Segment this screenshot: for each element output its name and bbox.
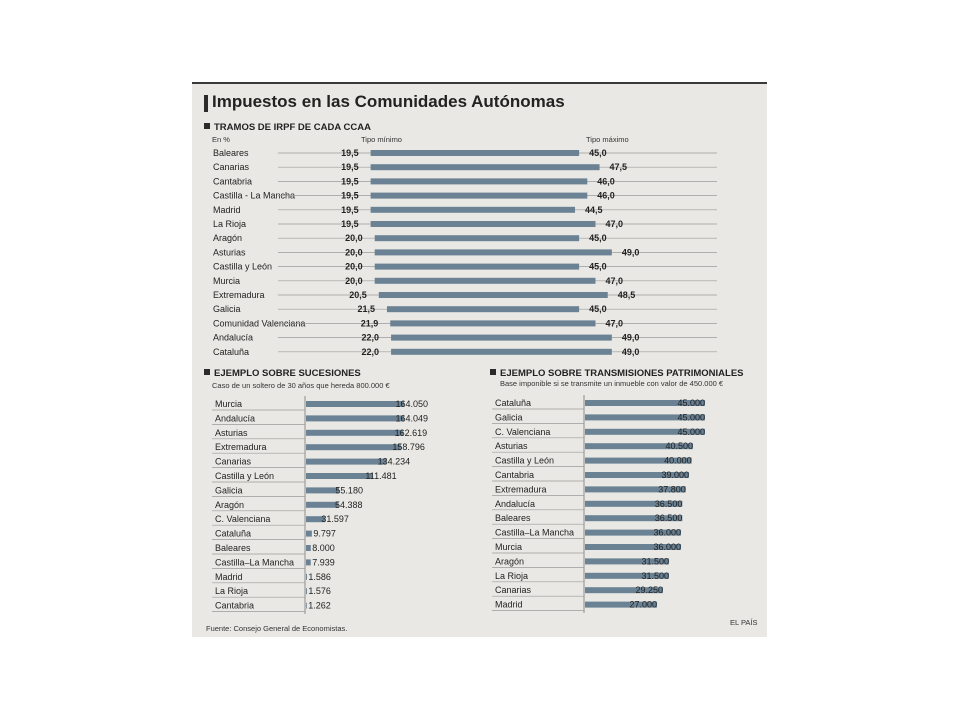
irpf-min-label: 20,0: [345, 261, 363, 272]
sucesiones-bar: [306, 487, 339, 493]
irpf-section-title-text: TRAMOS DE IRPF DE CADA CCAA: [214, 122, 371, 133]
transmisiones-value-label: 45.000: [677, 398, 705, 408]
irpf-category-label: Galicia: [213, 304, 241, 315]
transmisiones-value-label: 36.500: [654, 498, 683, 509]
sucesiones-subtitle: Caso de un soltero de 30 años que hereda 800.000 €: [212, 381, 390, 390]
sucesiones-bar: [306, 444, 401, 450]
transmisiones-value-label: 29.250: [635, 585, 663, 596]
sucesiones-bar: [306, 574, 307, 580]
irpf-max-label: 45,0: [589, 148, 607, 158]
irpf-range-bar: [391, 335, 612, 341]
irpf-min-label: 20,0: [345, 233, 363, 244]
irpf-max-label: 49,0: [621, 332, 640, 343]
sucesiones-category-label: Murcia: [215, 399, 243, 409]
transmisiones-category-label: Cataluña: [495, 398, 532, 408]
transmisiones-value-label: 27.000: [629, 599, 657, 610]
transmisiones-category-label: Andalucía: [495, 498, 536, 509]
irpf-range-bar: [390, 320, 595, 326]
sucesiones-category-label: Baleares: [215, 543, 251, 553]
newspaper-clipping: [192, 82, 767, 637]
sucesiones-category-label: La Rioja: [215, 586, 249, 597]
transmisiones-value-label: 45.000: [677, 426, 705, 437]
source-note: Fuente: Consejo General de Economistas.: [206, 624, 348, 633]
irpf-max-label: 48,5: [617, 290, 636, 300]
irpf-min-label: 22,0: [361, 346, 380, 357]
sucesiones-category-label: Aragón: [215, 499, 245, 510]
sucesiones-bar: [306, 588, 307, 594]
transmisiones-value-label: 36.000: [653, 527, 681, 538]
sucesiones-value-label: 8.000: [312, 543, 335, 553]
sucesiones-value-label: 164.050: [395, 399, 428, 409]
transmisiones-value-label: 36.000: [653, 542, 681, 552]
transmisiones-value-label: 31.500: [641, 570, 669, 581]
transmisiones-category-label: Asturias: [495, 441, 528, 452]
transmisiones-section-title: [490, 368, 744, 379]
sucesiones-bar: [306, 430, 403, 436]
irpf-category-label: Castilla - La Mancha: [213, 190, 296, 201]
irpf-category-label: Castilla y León: [213, 261, 273, 272]
sucesiones-bar: [306, 401, 404, 407]
irpf-category-label: Andalucía: [213, 332, 254, 343]
transmisiones-value-label: 45.000: [677, 412, 705, 423]
transmisiones-subtitle: Base imponible si se transmite un inmueble con valor de 450.000 €: [500, 379, 724, 388]
irpf-max-label: 44,5: [585, 204, 603, 215]
transmisiones-value-label: 40.000: [664, 455, 692, 466]
sucesiones-value-label: 1.586: [308, 571, 331, 582]
sucesiones-bar: [306, 502, 338, 508]
transmisiones-category-label: Cantabria: [495, 470, 535, 480]
sucesiones-value-label: 158.796: [392, 442, 425, 453]
sucesiones-value-label: 111.481: [365, 471, 397, 481]
transmisiones-category-label: Baleares: [495, 513, 531, 524]
sucesiones-value-label: 1.262: [308, 600, 331, 611]
irpf-min-label: 19,5: [341, 176, 359, 187]
sucesiones-value-label: 54.388: [334, 499, 363, 510]
square-bullet-icon: [204, 369, 210, 375]
transmisiones-category-label: C. Valenciana: [495, 426, 551, 437]
transmisiones-value-label: 36.500: [654, 513, 683, 524]
irpf-min-label: 19,5: [341, 148, 359, 158]
irpf-category-label: Aragón: [213, 233, 243, 244]
sucesiones-value-label: 31.597: [321, 514, 349, 525]
transmisiones-value-label: 37.800: [658, 484, 686, 495]
irpf-min-label: 19,5: [341, 190, 359, 201]
irpf-max-label: 49,0: [621, 346, 640, 357]
irpf-unit: En %: [212, 135, 230, 144]
irpf-max-label: 47,0: [605, 275, 624, 286]
irpf-max-label: 45,0: [589, 304, 607, 315]
irpf-category-label: Extremadura: [213, 290, 265, 300]
sucesiones-bar: [306, 459, 386, 465]
transmisiones-category-label: Castilla y León: [495, 455, 555, 466]
irpf-min-label: 19,5: [341, 162, 359, 173]
transmisiones-category-label: Canarias: [495, 585, 532, 596]
transmisiones-value-label: 39.000: [661, 470, 689, 480]
irpf-category-label: La Rioja: [213, 219, 247, 229]
sucesiones-category-label: Cataluña: [215, 528, 252, 539]
irpf-max-label: 46,0: [597, 176, 615, 187]
irpf-range-bar: [391, 349, 612, 355]
irpf-min-label: 21,9: [360, 318, 379, 329]
irpf-range-bar: [371, 207, 575, 213]
sucesiones-category-label: Madrid: [215, 571, 243, 582]
sucesiones-section-title-text: EJEMPLO SOBRE SUCESIONES: [214, 368, 361, 379]
sucesiones-category-label: Castilla y León: [215, 471, 275, 481]
sucesiones-value-label: 162.619: [394, 427, 428, 438]
irpf-chart: [192, 84, 767, 374]
irpf-category-label: Murcia: [213, 275, 241, 286]
irpf-min-label: 20,0: [345, 247, 363, 258]
irpf-category-label: Canarias: [213, 162, 250, 173]
irpf-category-label: Comunidad Valenciana: [213, 318, 306, 329]
irpf-range-bar: [375, 249, 612, 255]
transmisiones-category-label: Madrid: [495, 599, 523, 610]
sucesiones-value-label: 164.049: [395, 413, 428, 424]
irpf-range-bar: [387, 306, 579, 312]
sucesiones-category-label: Castilla–La Mancha: [215, 557, 295, 568]
transmisiones-chart: [478, 384, 767, 624]
sucesiones-category-label: Asturias: [215, 427, 248, 438]
sucesiones-chart: [192, 384, 482, 624]
transmisiones-category-label: Galicia: [495, 412, 523, 423]
transmisiones-category-label: Murcia: [495, 542, 523, 552]
irpf-range-bar: [371, 193, 588, 199]
sucesiones-value-label: 9.797: [313, 528, 336, 539]
sucesiones-section-title: [204, 368, 361, 379]
irpf-max-label: 45,0: [589, 233, 607, 244]
irpf-max-label: 45,0: [589, 261, 607, 272]
irpf-max-label: 47,0: [605, 318, 624, 329]
sucesiones-category-label: Cantabria: [215, 600, 255, 611]
irpf-category-label: Baleares: [213, 148, 249, 158]
irpf-min-label: 20,0: [345, 275, 363, 286]
irpf-range-bar: [375, 235, 579, 241]
irpf-category-label: Cantabria: [213, 176, 253, 187]
irpf-min-label: 19,5: [341, 204, 359, 215]
irpf-category-label: Madrid: [213, 204, 241, 215]
sucesiones-category-label: Andalucía: [215, 413, 256, 424]
sucesiones-category-label: C. Valenciana: [215, 514, 271, 525]
sucesiones-category-label: Canarias: [215, 456, 252, 467]
irpf-category-label: Asturias: [213, 247, 246, 258]
transmisiones-category-label: Extremadura: [495, 484, 547, 495]
irpf-min-label: 19,5: [341, 219, 359, 229]
sucesiones-value-label: 134.234: [377, 456, 411, 467]
irpf-range-bar: [375, 264, 579, 270]
irpf-range-bar: [371, 150, 580, 156]
square-bullet-icon: [490, 369, 496, 375]
irpf-max-label: 46,0: [597, 190, 615, 201]
main-title: Impuestos en las Comunidades Autónomas: [212, 92, 565, 111]
sucesiones-bar: [306, 531, 312, 537]
irpf-max-header: Tipo máximo: [586, 135, 629, 144]
transmisiones-value-label: 31.500: [641, 556, 669, 567]
transmisiones-category-label: Castilla–La Mancha: [495, 527, 575, 538]
sucesiones-category-label: Extremadura: [215, 442, 267, 453]
publisher-credit: EL PAÍS: [730, 618, 758, 627]
sucesiones-value-label: 1.576: [308, 586, 331, 597]
sucesiones-bar: [306, 415, 404, 421]
irpf-max-label: 47,5: [609, 162, 628, 173]
sucesiones-value-label: 7.939: [312, 557, 335, 568]
irpf-min-label: 21,5: [357, 304, 375, 315]
irpf-range-bar: [371, 178, 588, 184]
irpf-min-label: 22,0: [361, 332, 380, 343]
sucesiones-bar: [306, 545, 311, 551]
transmisiones-section-title-text: EJEMPLO SOBRE TRANSMISIONES PATRIMONIALES: [500, 368, 744, 379]
irpf-range-bar: [371, 221, 596, 227]
irpf-range-bar: [371, 164, 600, 170]
transmisiones-category-label: La Rioja: [495, 570, 529, 581]
transmisiones-value-label: 40.500: [665, 441, 693, 452]
irpf-category-label: Cataluña: [213, 346, 250, 357]
sucesiones-category-label: Galicia: [215, 485, 243, 496]
irpf-range-bar: [379, 292, 608, 298]
sucesiones-bar: [306, 559, 311, 565]
transmisiones-category-label: Aragón: [495, 556, 525, 567]
irpf-max-label: 49,0: [621, 247, 640, 258]
irpf-min-header: Tipo mínimo: [361, 135, 402, 144]
sucesiones-bar: [306, 473, 373, 479]
irpf-max-label: 47,0: [605, 219, 624, 229]
irpf-min-label: 20,5: [349, 290, 367, 300]
sucesiones-value-label: 55.180: [335, 485, 363, 496]
irpf-range-bar: [375, 278, 596, 284]
sucesiones-bar: [306, 603, 307, 609]
